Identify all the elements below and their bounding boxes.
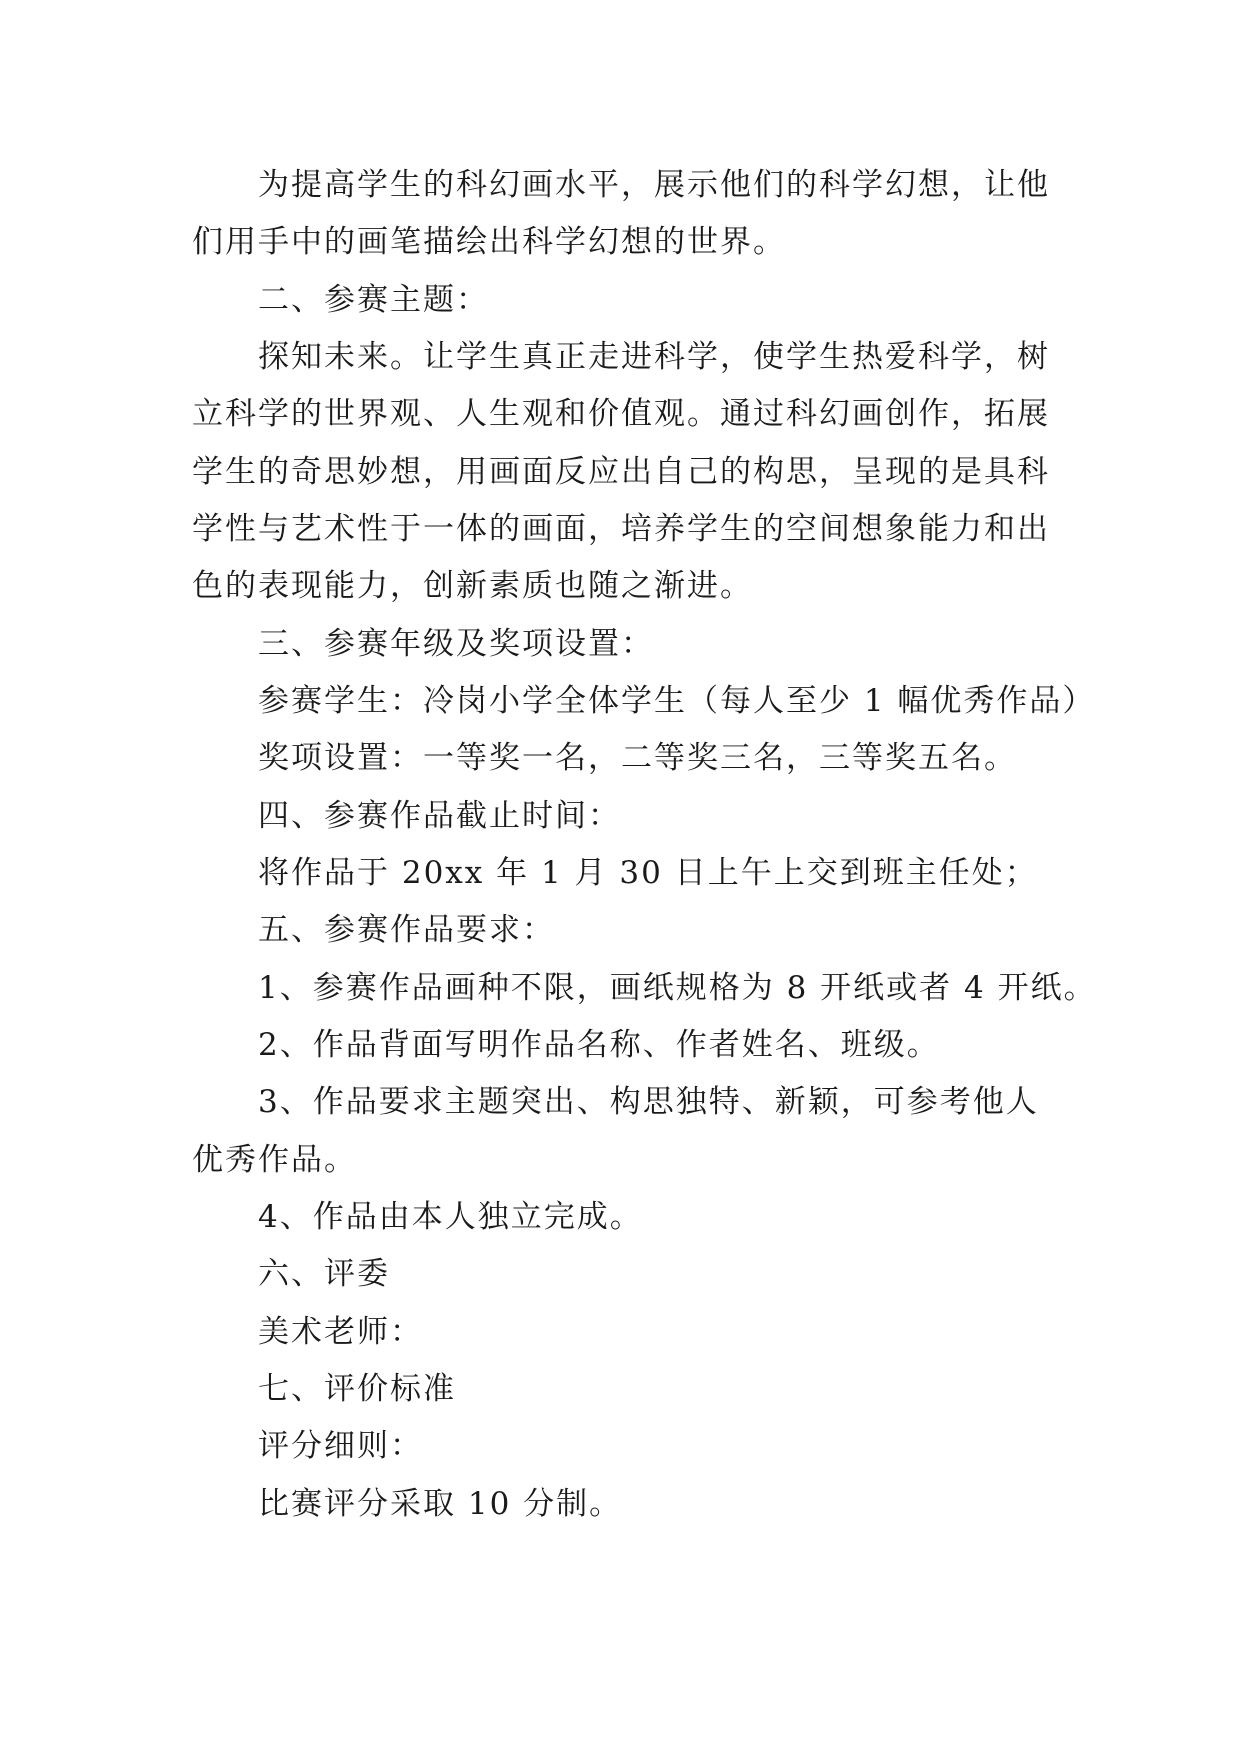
list-item: 2、作品背面写明作品名称、作者姓名、班级。 (258, 1027, 940, 1063)
paragraph-line: 们用手中的画笔描绘出科学幻想的世界。 (192, 224, 786, 260)
paragraph-line: 立科学的世界观、人生观和价值观。通过科幻画创作，拓展 (192, 396, 1050, 432)
paragraph-line: 奖项设置：一等奖一名，二等奖三名，三等奖五名。 (258, 740, 1017, 776)
paragraph-line: 优秀作品。 (192, 1142, 357, 1178)
section-heading: 七、评价标准 (258, 1371, 456, 1407)
list-item: 3、作品要求主题突出、构思独特、新颖，可参考他人 (258, 1084, 1039, 1120)
paragraph-line: 评分细则： (258, 1428, 423, 1464)
paragraph-line: 比赛评分采取 10 分制。 (258, 1486, 623, 1522)
list-item: 1、参赛作品画种不限，画纸规格为 8 开纸或者 4 开纸。 (258, 970, 1097, 1006)
paragraph-line: 美术老师： (258, 1314, 423, 1350)
list-item: 4、作品由本人独立完成。 (258, 1199, 643, 1235)
section-heading: 五、参赛作品要求： (258, 912, 555, 948)
paragraph-line: 参赛学生：冷岗小学全体学生（每人至少 1 幅优秀作品） (258, 683, 1096, 719)
section-heading: 三、参赛年级及奖项设置： (258, 626, 654, 662)
paragraph-line: 将作品于 20xx 年 1 月 30 日上午上交到班主任处； (258, 855, 1038, 891)
paragraph-line: 色的表现能力，创新素质也随之渐进。 (192, 568, 753, 604)
paragraph-line: 学生的奇思妙想，用画面反应出自己的构思，呈现的是具科 (192, 454, 1050, 490)
section-heading: 六、评委 (258, 1256, 390, 1292)
paragraph-line: 探知未来。让学生真正走进科学，使学生热爱科学，树 (258, 339, 1050, 375)
section-heading: 二、参赛主题： (258, 282, 489, 318)
paragraph-line: 学性与艺术性于一体的画面，培养学生的空间想象能力和出 (192, 511, 1050, 547)
section-heading: 四、参赛作品截止时间： (258, 798, 621, 834)
paragraph-line: 为提高学生的科幻画水平，展示他们的科学幻想，让他 (258, 167, 1050, 203)
